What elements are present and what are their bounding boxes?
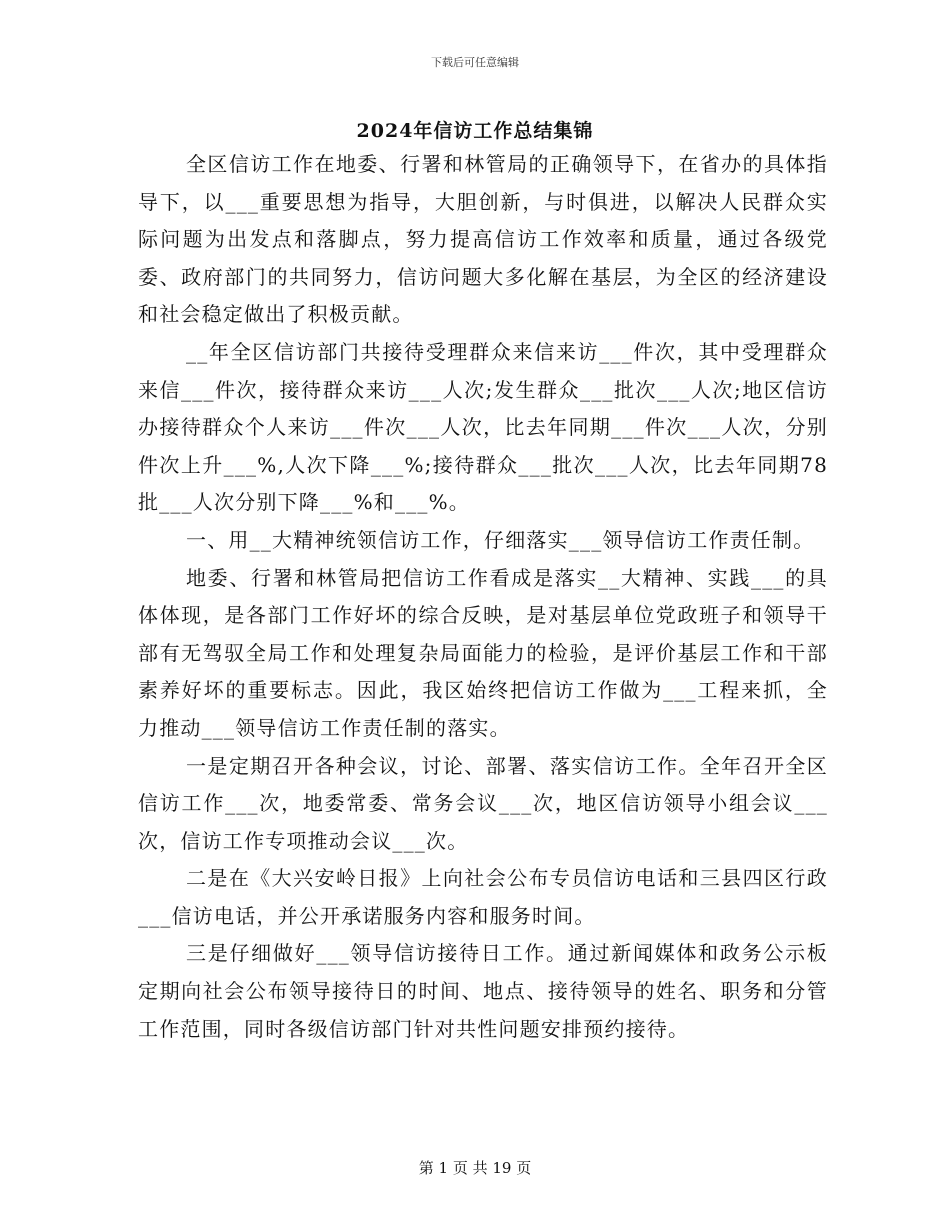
- paragraph-point-two: 二是在《大兴安岭日报》上向社会公布专员信访电话和三县四区行政___信访电话，并公开承诺服务内容和服务时间。: [138, 866, 828, 928]
- paragraph-point-one: 一是定期召开各种会议，讨论、部署、落实信访工作。全年召开全区信访工作___次，地委常委、常务会议___次，地区信访领导小组会议___次，信访工作专项推动会议___次。: [138, 753, 828, 853]
- paragraph-statistics: __年全区信访部门共接待受理群众来信来访___件次，其中受理群众来信___件次，接待群众来访___人次;发生群众___批次___人次;地区信访办接待群众个人来访___件次___人次，比去年同期___件次___人次，分别件次上升___%,人次下降___%;接待群众___批次___人次，比去年同期78批___人次分别下降___%和___%。: [138, 339, 828, 515]
- document-title: 2024年信访工作总结集锦: [356, 120, 594, 142]
- page-number: 第 1 页 共 19 页: [418, 1159, 532, 1177]
- paragraph-point-three: 三是仔细做好___领导信访接待日工作。通过新闻媒体和政务公示板定期向社会公布领导接待日的时间、地点、接待领导的姓名、职务和分管工作范围，同时各级信访部门针对共性问题安排预约接待。: [138, 941, 828, 1041]
- paragraph-leadership: 地委、行署和林管局把信访工作看成是落实__大精神、实践___的具体体现，是各部门工作好坏的综合反映，是对基层单位党政班子和领导干部有无驾驭全局工作和处理复杂局面能力的检验，是评价基层工作和干部素养好坏的重要标志。因此，我区始终把信访工作做为___工程来抓，全力推动___领导信访工作责任制的落实。: [138, 565, 828, 740]
- document-body: [138, 146, 828, 1048]
- section-heading-one: 一、用__大精神统领信访工作，仔细落实___领导信访工作责任制。: [186, 527, 815, 552]
- paragraph-intro: 全区信访工作在地委、行署和林管局的正确领导下，在省办的具体指导下，以___重要思想为指导，大胆创新，与时俱进，以解决人民群众实际问题为出发点和落脚点，努力提高信访工作效率和质量，通过各级党委、政府部门的共同努力，信访问题大多化解在基层，为全区的经济建设和社会稳定做出了积极贡献。: [138, 152, 828, 327]
- header-note: 下载后可任意编辑: [431, 56, 519, 69]
